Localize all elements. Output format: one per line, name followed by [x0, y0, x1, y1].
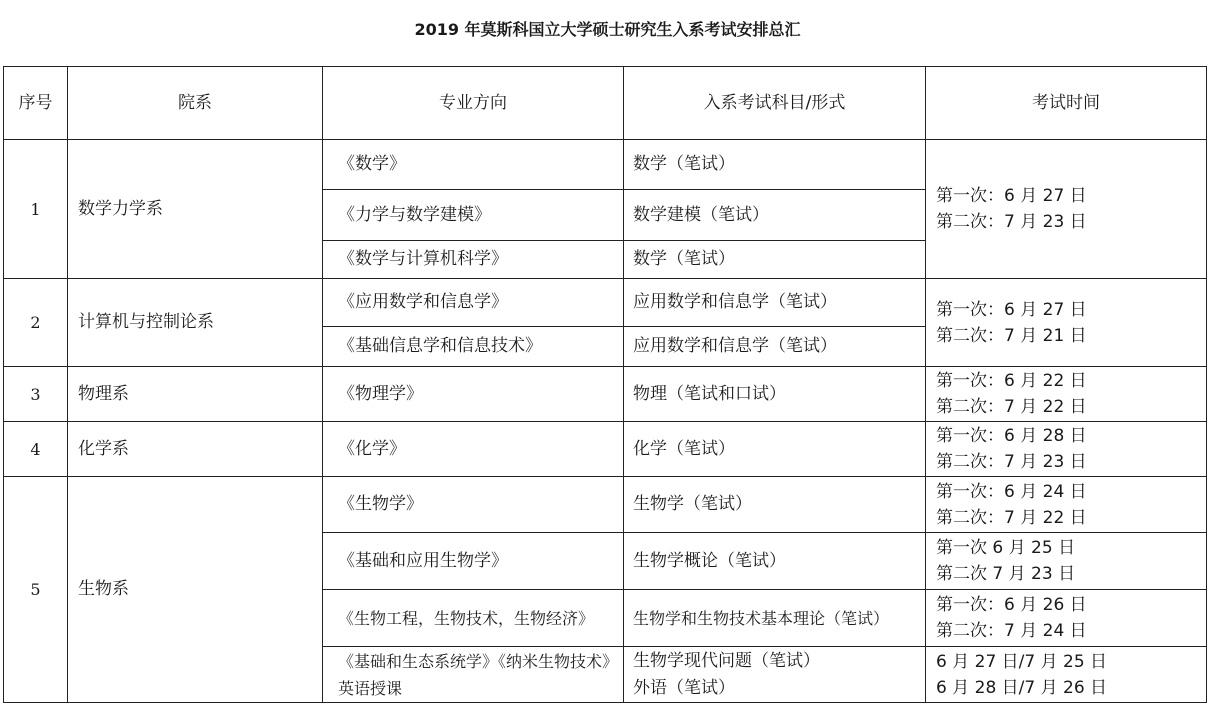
subject-cell: 数学（笔试） [624, 140, 926, 190]
exam-schedule-table [3, 66, 1207, 703]
subject-cell: 生物学（笔试） [624, 477, 926, 533]
exam-time-line: 第一次：6 月 26 日 [936, 595, 1087, 615]
major-cell: 《物理学》 [323, 367, 624, 422]
exam-time-cell [926, 477, 1207, 533]
exam-time-cell [926, 590, 1207, 647]
table-row [4, 140, 1207, 190]
exam-time-cell [926, 422, 1207, 477]
exam-time-line: 第二次：7 月 23 日 [936, 212, 1087, 232]
exam-time-cell [926, 140, 1207, 279]
major-cell: 《生物学》 [323, 477, 624, 533]
exam-time-line: 第一次：6 月 27 日 [936, 299, 1087, 320]
exam-time-line: 第二次：7 月 21 日 [936, 325, 1087, 346]
exam-time-cell [926, 647, 1207, 703]
subject-line: 外语（笔试） [633, 677, 735, 698]
exam-time-line: 第一次：6 月 27 日 [936, 186, 1087, 206]
header-major: 专业方向 [323, 67, 624, 140]
header-subject: 入系考试科目/形式 [624, 67, 926, 140]
row-number: 3 [4, 367, 68, 422]
major-cell: 《基础和应用生物学》 [323, 533, 624, 590]
major-cell: 《生物工程，生物技术，生物经济》 [323, 590, 624, 647]
major-cell: 《数学与计算机科学》 [323, 241, 624, 279]
department-cell: 生物系 [68, 477, 323, 703]
major-cell: 《化学》 [323, 422, 624, 477]
header-dept: 院系 [68, 67, 323, 140]
department-cell: 计算机与控制论系 [68, 279, 323, 367]
exam-time-line: 第一次：6 月 28 日 [936, 426, 1087, 446]
table-row [4, 477, 1207, 533]
subject-cell: 应用数学和信息学（笔试） [624, 327, 926, 367]
row-number: 4 [4, 422, 68, 477]
exam-time-cell [926, 279, 1207, 367]
major-cell: 《力学与数学建模》 [323, 190, 624, 241]
table-row [4, 367, 1207, 422]
major-cell: 《基础和生态系统学》《纳米生物技术》英语授课 [323, 647, 624, 703]
exam-time-cell [926, 367, 1207, 422]
department-cell: 物理系 [68, 367, 323, 422]
subject-cell: 化学（笔试） [624, 422, 926, 477]
subject-cell: 数学建模（笔试） [624, 190, 926, 241]
subject-cell: 物理（笔试和口试） [624, 367, 926, 422]
department-cell: 数学力学系 [68, 140, 323, 279]
row-number: 1 [4, 140, 68, 279]
major-cell: 《应用数学和信息学》 [323, 279, 624, 327]
exam-time-line: 第二次：7 月 22 日 [936, 507, 1087, 528]
row-number: 2 [4, 279, 68, 367]
exam-time-line: 第二次：7 月 24 日 [936, 621, 1087, 641]
exam-time-line: 第二次：7 月 23 日 [936, 452, 1087, 472]
major-cell: 《数学》 [323, 140, 624, 190]
exam-time-line: 6 月 27 日/7 月 25 日 [936, 651, 1108, 672]
subject-cell: 应用数学和信息学（笔试） [624, 279, 926, 327]
subject-cell: 生物学概论（笔试） [624, 533, 926, 590]
row-number: 5 [4, 477, 68, 703]
subject-cell: 数学（笔试） [624, 241, 926, 279]
exam-time-line: 第二次 7 月 23 日 [936, 564, 1076, 584]
exam-time-line: 第一次：6 月 22 日 [936, 371, 1087, 391]
header-time: 考试时间 [926, 67, 1207, 140]
exam-time-cell [926, 533, 1207, 590]
subject-cell [624, 647, 926, 703]
table-header-row [4, 67, 1207, 140]
department-cell: 化学系 [68, 422, 323, 477]
table-row [4, 279, 1207, 327]
exam-time-line: 第二次：7 月 22 日 [936, 397, 1087, 417]
header-no: 序号 [4, 67, 68, 140]
major-cell: 《基础信息学和信息技术》 [323, 327, 624, 367]
subject-line: 生物学现代问题（笔试） [633, 650, 820, 671]
exam-time-line: 6 月 28 日/7 月 26 日 [936, 677, 1108, 698]
exam-time-line: 第一次 6 月 25 日 [936, 538, 1076, 558]
subject-cell: 生物学和生物技术基本理论（笔试） [624, 590, 926, 647]
exam-time-line: 第一次：6 月 24 日 [936, 481, 1087, 502]
document-title: 2019 年莫斯科国立大学硕士研究生入系考试安排总汇 [414, 20, 801, 39]
table-row [4, 422, 1207, 477]
